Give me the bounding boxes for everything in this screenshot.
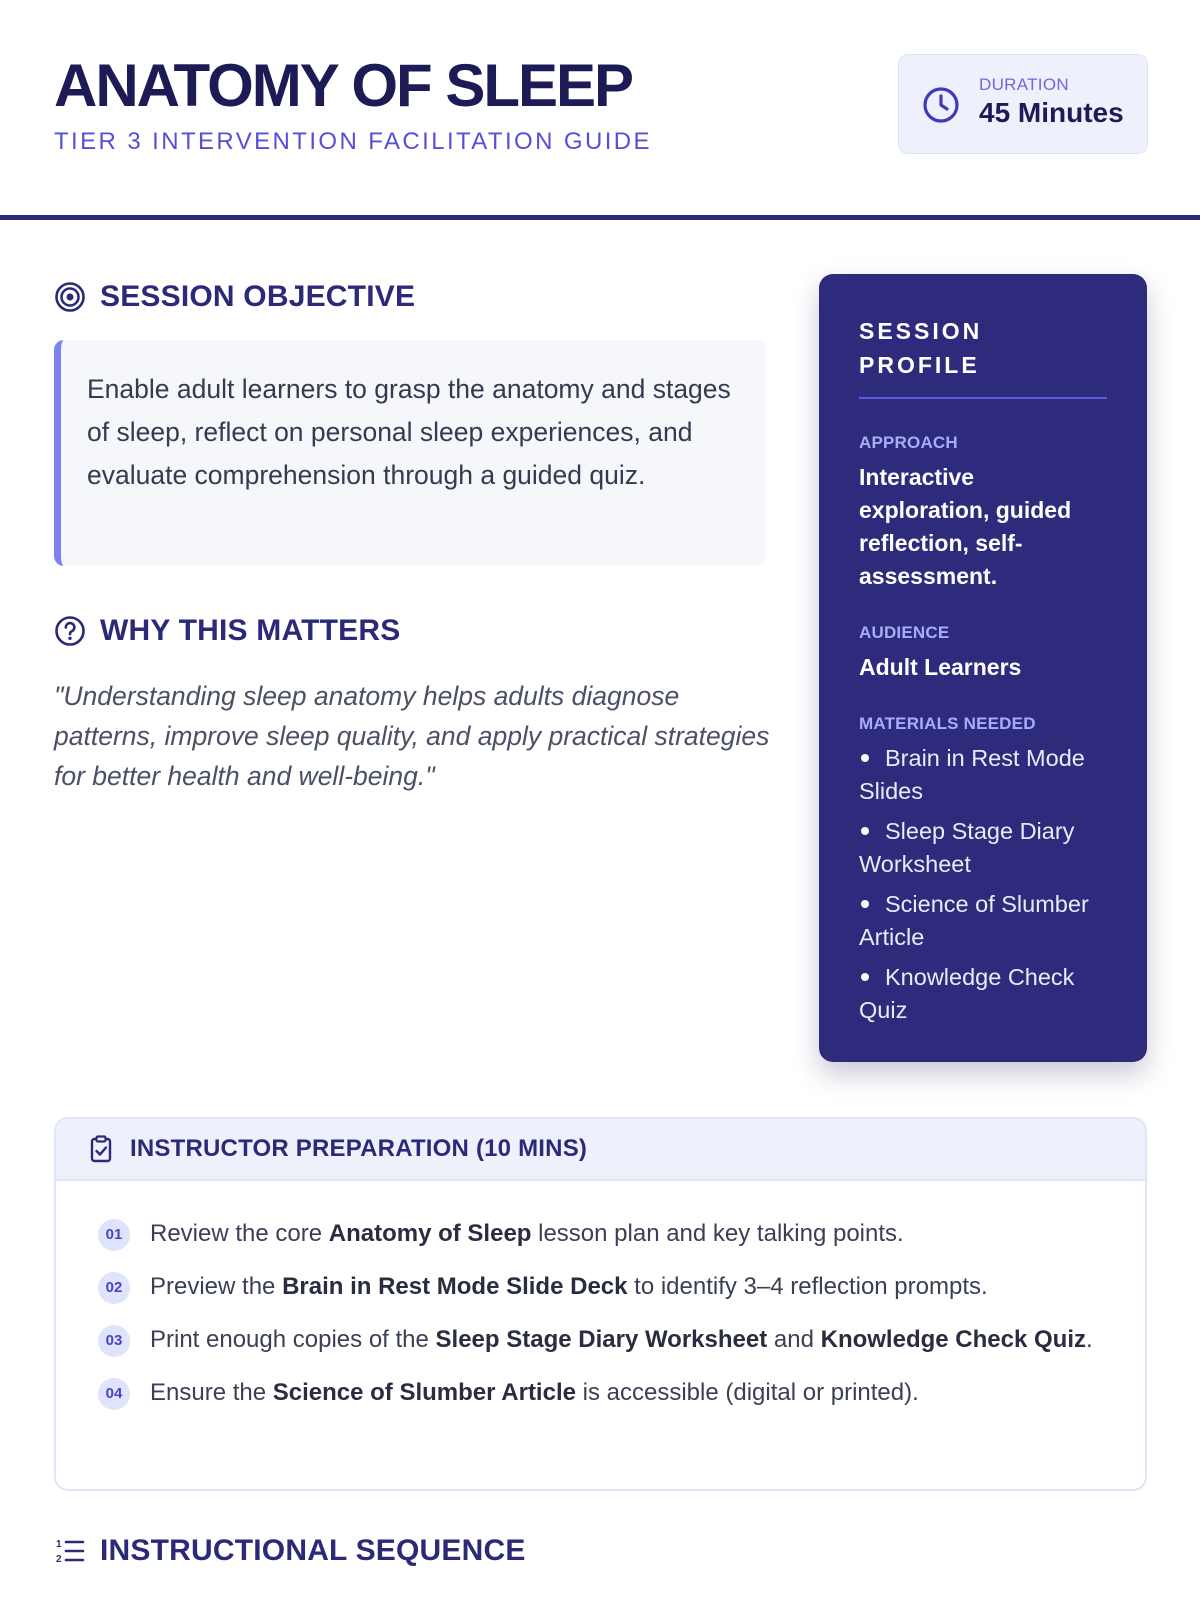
materials-list <box>859 742 1107 1027</box>
step-text: and <box>767 1326 821 1353</box>
duration-value: 45 Minutes <box>979 97 1124 128</box>
bullet-icon <box>861 973 869 981</box>
list-item <box>98 1324 1108 1356</box>
page-subtitle: TIER 3 INTERVENTION FACILITATION GUIDE <box>54 128 652 155</box>
step-number: 02 <box>98 1272 130 1304</box>
material-text: Sleep Stage Diary Worksheet <box>859 818 1075 877</box>
list-item <box>98 1271 1108 1303</box>
step-emphasis: Sleep Stage Diary Worksheet <box>435 1326 768 1353</box>
approach-value: Interactive exploration, guided reflection, self-assessment. <box>859 464 1072 589</box>
bullet-icon <box>861 754 869 762</box>
list-item <box>859 888 1107 954</box>
step-text: Preview the <box>150 1273 283 1300</box>
profile-title: SESSION PROFILE <box>859 318 983 378</box>
why-heading-text: WHY THIS MATTERS <box>100 614 401 647</box>
step-text: lesson plan and key talking points. <box>531 1220 904 1247</box>
materials-label: MATERIALS NEEDED <box>859 714 1036 733</box>
list-item <box>859 815 1107 881</box>
step-number: 01 <box>98 1219 130 1251</box>
why-heading <box>54 614 400 648</box>
prep-header <box>56 1119 1145 1181</box>
material-text: Brain in Rest Mode Slides <box>859 745 1085 804</box>
clock-icon <box>921 85 961 125</box>
list-item <box>98 1377 1108 1409</box>
page-title: ANATOMY OF SLEEP <box>54 52 633 119</box>
step-text: . <box>1085 1326 1093 1353</box>
svg-text:1: 1 <box>56 1539 62 1550</box>
prep-steps <box>98 1218 1108 1430</box>
step-emphasis: Brain in Rest Mode Slide Deck <box>282 1273 628 1300</box>
step-text: Print enough copies of the <box>150 1326 436 1353</box>
profile-divider <box>859 397 1107 399</box>
objective-heading-text: SESSION OBJECTIVE <box>100 280 416 313</box>
objective-heading <box>54 280 415 314</box>
material-text: Science of Slumber Article <box>859 891 1089 950</box>
target-icon <box>54 281 86 313</box>
question-circle-icon <box>54 615 86 647</box>
why-quote: "Understanding sleep anatomy helps adults diagnose patterns, improve sleep quality, and apply practical strategies for better health and well-being." <box>54 681 770 791</box>
page-header <box>0 0 1200 220</box>
step-emphasis: Knowledge Check Quiz <box>820 1326 1086 1353</box>
bullet-icon <box>861 827 869 835</box>
sequence-heading-text: INSTRUCTIONAL SEQUENCE <box>100 1534 526 1567</box>
svg-text:2: 2 <box>56 1554 62 1565</box>
step-emphasis: Science of Slumber Article <box>272 1379 576 1406</box>
audience-value: Adult Learners <box>859 654 1022 680</box>
list-item <box>98 1218 1108 1250</box>
step-number: 03 <box>98 1325 130 1357</box>
step-number: 04 <box>98 1378 130 1410</box>
step-emphasis: Anatomy of Sleep <box>328 1220 532 1247</box>
step-text: Review the core <box>150 1220 329 1247</box>
objective-text: Enable adult learners to grasp the anatomy and stages of sleep, reflect on personal sleep experiences, and evaluate comprehension through a guided quiz. <box>54 340 766 566</box>
list-item <box>859 961 1107 1027</box>
instructor-preparation-box <box>54 1117 1147 1491</box>
material-text: Knowledge Check Quiz <box>859 964 1075 1023</box>
bullet-icon <box>861 900 869 908</box>
duration-badge <box>898 54 1148 154</box>
approach-label: APPROACH <box>859 433 958 452</box>
step-text: Ensure the <box>150 1379 273 1406</box>
session-profile-card <box>819 274 1147 1062</box>
clipboard-check-icon <box>86 1134 116 1164</box>
numbered-list-icon <box>54 1535 86 1567</box>
duration-label: DURATION <box>979 75 1069 94</box>
prep-heading-text: INSTRUCTOR PREPARATION (10 MINS) <box>130 1135 588 1162</box>
audience-label: AUDIENCE <box>859 623 950 642</box>
list-item <box>859 742 1107 808</box>
step-text: to identify 3–4 reflection prompts. <box>627 1273 988 1300</box>
sequence-heading <box>54 1534 526 1568</box>
step-text: is accessible (digital or printed). <box>575 1379 919 1406</box>
